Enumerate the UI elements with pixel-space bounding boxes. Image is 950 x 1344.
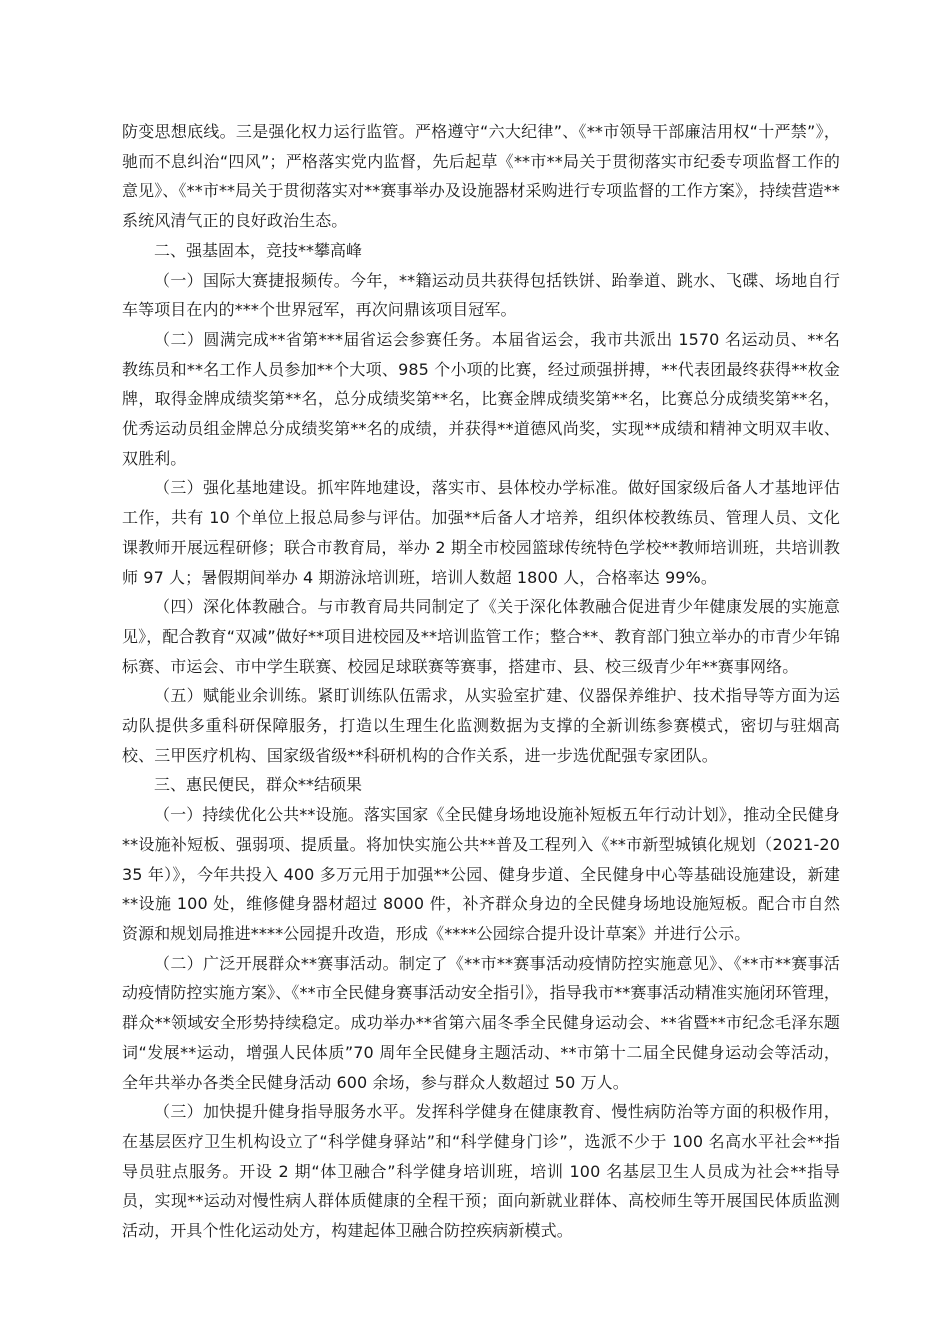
section-heading-3: 三、惠民便民，群众**结硕果 [154,775,363,795]
paragraph-2-1: （一）国际大赛捷报频传。今年，**籍运动员共获得包括铁饼、跆拳道、跳水、飞碟、场地自行车等项目在内的***个世界冠军，再次问鼎该项目冠军。 [122,270,840,320]
paragraph-2-5: （五）赋能业余训练。紧盯训练队伍需求，从实验室扩建、仪器保养维护、技术指导等方面为运动队提供多重科研保障服务，打造以生理生化监测数据为支撑的全新训练参赛模式，密切与驻烟高校、三甲医疗机构、国家级省级**科研机构的合作关系，进一步选优配强专家团队。 [122,686,840,765]
paragraph-continuation: 防变思想底线。三是强化权力运行监管。严格遵守“六大纪律”、《**市领导干部廉洁用权“十严禁”》，驰而不息纠治“四风”；严格落实党内监督，先后起草《**市**局关于贯彻落实市纪委专项监督工作的意见》、《**市**局关于贯彻落实对**赛事举办及设施器材采购进行专项监督的工作方案》，持续营造**系统风清气正的良好政治生态。 [122,122,840,231]
paragraph-2-2: （二）圆满完成**省第***届省运会参赛任务。本届省运会，我市共派出 1570 名运动员、**名教练员和**名工作人员参加**个大项、985 个小项的比赛，经过顽强拼搏，**代表团最终获得**枚金牌，取得金牌成绩奖第**名，总分成绩奖第**名，比赛金牌成绩奖第**名，比赛总分成绩奖第**名，优秀运动员组金牌总分成绩奖第**名的成绩，并获得**道德风尚奖，实现**成绩和精神文明双丰收、双胜利。 [122,329,840,468]
paragraph-3-2: （二）广泛开展群众**赛事活动。制定了《**市**赛事活动疫情防控实施意见》、《**市**赛事活动疫情防控实施方案》、《**市全民健身赛事活动安全指引》，指导我市**赛事活动精准实施闭环管理，群众**领域安全形势持续稳定。成功举办**省第六届冬季全民健身运动会、**省暨**市纪念毛泽东题词“发展**运动，增强人民体质”70 周年全民健身主题活动、**市第十二届全民健身运动会等活动，全年共举办各类全民健身活动 600 余场，参与群众人数超过 50 万人。 [122,953,840,1092]
paragraph-3-1: （一）持续优化公共**设施。落实国家《全民健身场地设施补短板五年行动计划》，推动全民健身**设施补短板、强弱项、提质量。将加快实施公共**普及工程列入《**市新型城镇化规划（2021-2035 年）》，今年共投入 400 多万元用于加强**公园、健身步道、全民健身中心等基础设施建设，新建**设施 100 处，维修健身器材超过 8000 件，补齐群众身边的全民健身场地设施短板。配合市自然资源和规划局推进****公园提升改造，形成《****公园综合提升设计草案》并进行公示。 [122,805,840,943]
section-heading-2: 二、强基固本，竞技**攀高峰 [154,240,363,260]
paragraph-2-4: （四）深化体教融合。与市教育局共同制定了《关于深化体教融合促进青少年健康发展的实施意见》，配合教育“双减”做好**项目进校园及**培训监管工作；整合**、教育部门独立举办的市青少年锦标赛、市运会、市中学生联赛、校园足球联赛等赛事，搭建市、县、校三级青少年**赛事网络。 [122,597,840,676]
paragraph-3-3: （三）加快提升健身指导服务水平。发挥科学健身在健康教育、慢性病防治等方面的积极作用，在基层医疗卫生机构设立了“科学健身驿站”和“科学健身门诊”，选派不少于 100 名高水平社会**指导员驻点服务。开设 2 期“体卫融合”科学健身培训班，培训 100 名基层卫生人员成为社会**指导员，实现**运动对慢性病人群体质健康的全程干预；面向新就业群体、高校师生等开展国民体质监测活动，开具个性化运动处方，构建起体卫融合防控疾病新模式。 [122,1102,840,1241]
paragraph-2-3: （三）强化基地建设。抓牢阵地建设，落实市、县体校办学标准。做好国家级后备人才基地评估工作，共有 10 个单位上报总局参与评估。加强**后备人才培养，组织体校教练员、管理人员、文化课教师开展远程研修；联合市教育局，举办 2 期全市校园篮球传统特色学校**教师培训班，共培训教师 97 人；暑假期间举办 4 期游泳培训班，培训人数超 1800 人，合格率达 99%。 [122,478,840,587]
document-page [122,117,840,1246]
